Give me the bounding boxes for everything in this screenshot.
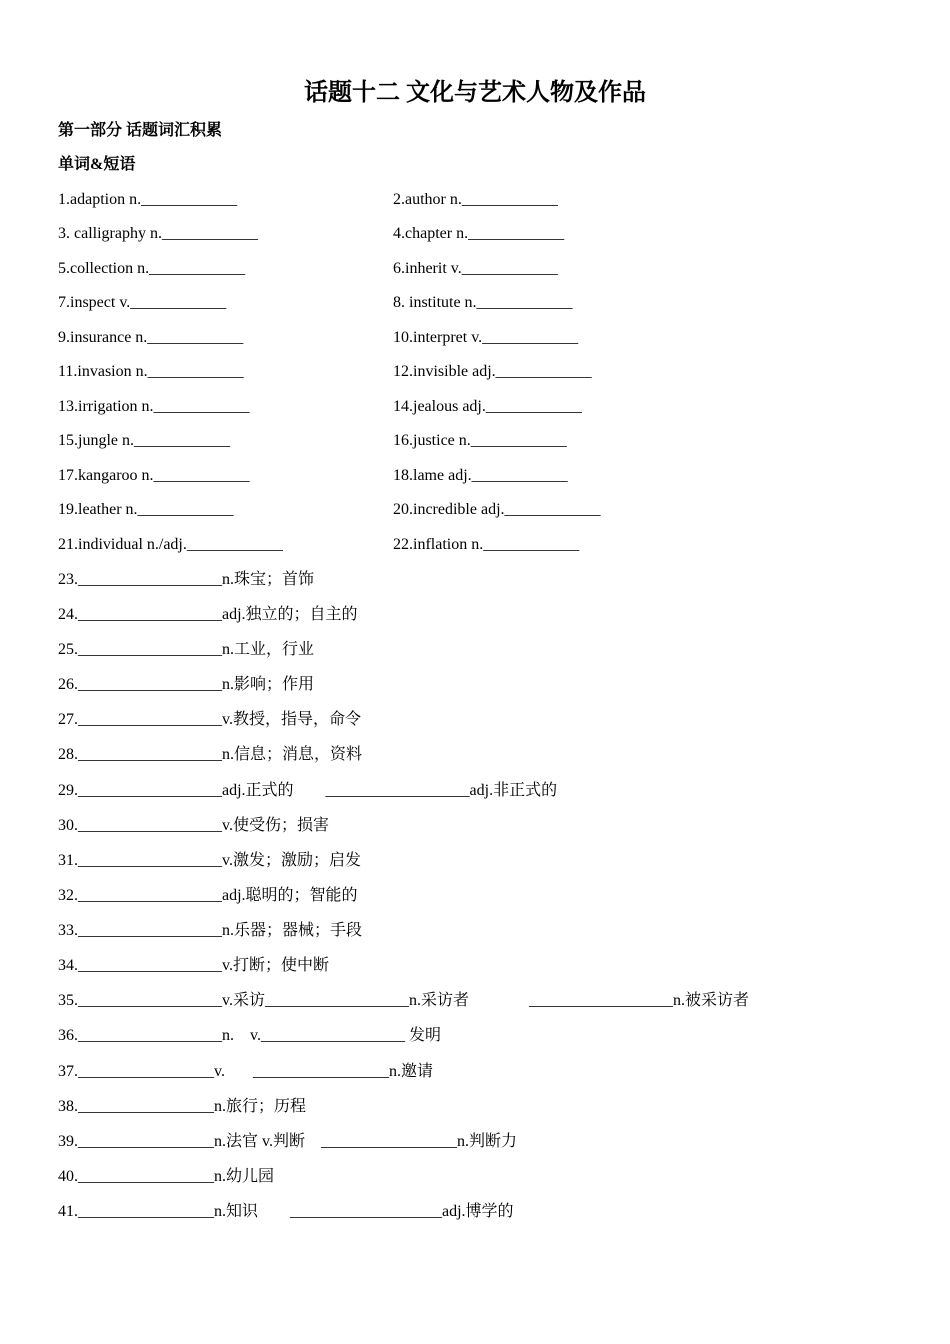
fill-in-item: 41._________________n.知识 ___________________adj.博学的 xyxy=(58,1203,514,1220)
fill-in-item: 23.__________________n.珠宝；首饰 xyxy=(58,571,315,588)
fill-in-item: 27.__________________v.教授，指导，命令 xyxy=(58,711,361,728)
subheading: 单词&短语 xyxy=(58,156,136,173)
fill-in-item: 34.__________________v.打断；使中断 xyxy=(58,957,329,974)
vocab-item: 7.inspect v.____________ xyxy=(58,294,227,311)
vocab-item: 10.interpret v.____________ xyxy=(393,329,579,346)
vocab-item: 4.chapter n.____________ xyxy=(393,225,565,242)
fill-in-item: 26.__________________n.影响；作用 xyxy=(58,676,315,693)
vocab-item: 13.irrigation n.____________ xyxy=(58,398,250,415)
fill-in-item: 40._________________n.幼儿园 xyxy=(58,1168,275,1185)
fill-in-item: 36.__________________n. v.__________________ 发明 xyxy=(58,1027,441,1044)
vocab-item: 6.inherit v.____________ xyxy=(393,260,558,277)
fill-in-item: 37._________________v. _________________n.邀请 xyxy=(58,1063,433,1080)
fill-in-item: 24.__________________adj.独立的；自主的 xyxy=(58,606,358,623)
fill-in-item: 29.__________________adj.正式的 __________________adj.非正式的 xyxy=(58,782,558,799)
vocab-item: 21.individual n./adj.____________ xyxy=(58,536,283,553)
fill-in-item: 33.__________________n.乐器；器械；手段 xyxy=(58,922,363,939)
vocab-item: 17.kangaroo n.____________ xyxy=(58,467,250,484)
page-title: 话题十二 文化与艺术人物及作品 xyxy=(304,80,646,106)
vocab-item: 5.collection n.____________ xyxy=(58,260,246,277)
vocab-item: 1.adaption n.____________ xyxy=(58,191,238,208)
fill-in-item: 28.__________________n.信息；消息，资料 xyxy=(58,746,363,763)
vocab-item: 15.jungle n.____________ xyxy=(58,432,230,449)
fill-in-item: 35.__________________v.采访__________________n.采访者 __________________n.被采访者 xyxy=(58,992,749,1009)
vocab-item: 12.invisible adj.____________ xyxy=(393,363,592,380)
vocab-item: 14.jealous adj.____________ xyxy=(393,398,582,415)
vocab-item: 20.incredible adj.____________ xyxy=(393,501,601,518)
fill-in-item: 30.__________________v.使受伤；损害 xyxy=(58,817,329,834)
vocab-item: 22.inflation n.____________ xyxy=(393,536,580,553)
fill-in-item: 38._________________n.旅行；历程 xyxy=(58,1098,307,1115)
vocab-item: 8. institute n.____________ xyxy=(393,294,573,311)
fill-in-item: 39._________________n.法官 v.判断 _________________n.判断力 xyxy=(58,1133,517,1150)
vocab-item: 3. calligraphy n.____________ xyxy=(58,225,258,242)
fill-in-item: 25.__________________n.工业，行业 xyxy=(58,641,315,658)
fill-in-item: 31.__________________v.激发；激励；启发 xyxy=(58,852,361,869)
fill-in-item: 32.__________________adj.聪明的；智能的 xyxy=(58,887,358,904)
vocab-item: 18.lame adj.____________ xyxy=(393,467,568,484)
vocab-item: 11.invasion n.____________ xyxy=(58,363,244,380)
vocab-item: 19.leather n.____________ xyxy=(58,501,234,518)
vocab-item: 2.author n.____________ xyxy=(393,191,558,208)
section-heading: 第一部分 话题词汇积累 xyxy=(58,122,223,139)
vocab-item: 9.insurance n.____________ xyxy=(58,329,244,346)
vocab-item: 16.justice n.____________ xyxy=(393,432,567,449)
